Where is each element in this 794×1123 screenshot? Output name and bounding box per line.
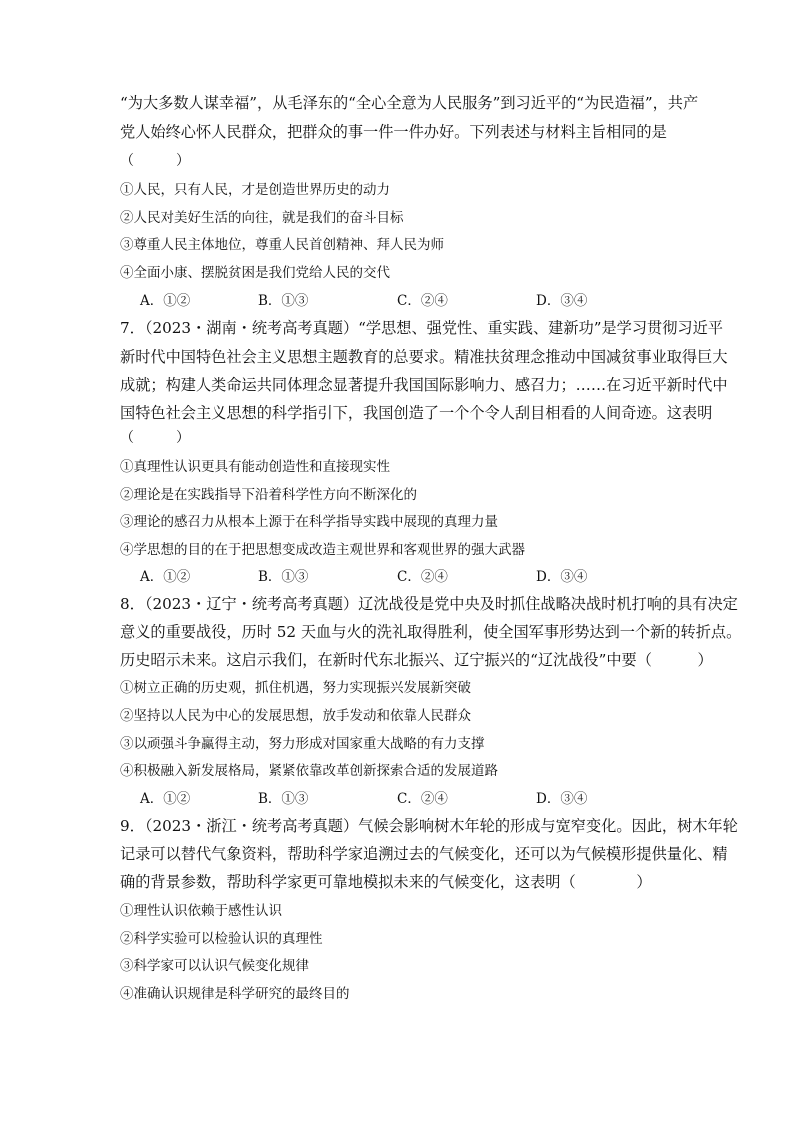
q7-stem-line-3: 成就；构建人类命运共同体理念显著提升我国国际影响力、感召力；……在习近平新时代中 bbox=[120, 376, 728, 394]
q9-option-4: ④准确认识规律是科学研究的最终目的 bbox=[120, 986, 350, 1002]
q8-choice-c: C．②④ bbox=[397, 791, 448, 807]
q6-option-4: ④全面小康、摆脱贫困是我们党给人民的交代 bbox=[120, 265, 390, 281]
q6-choice-a: A．①② bbox=[140, 293, 191, 309]
q8-stem-line-2: 意义的重要战役，历时 52 天血与火的洗礼取得胜利，使全国军事形势达到一个新的转折点。 bbox=[120, 623, 742, 641]
q7-stem-line-1: 7．（2023・湖南・统考高考真题）“学思想、强党性、重实践、建新功”是学习贯彻习近平 bbox=[120, 319, 723, 337]
q6-stem-line-1: “为大多数人谋幸福”，从毛泽东的“全心全意为人民服务”到习近平的“为民造福”，共产 bbox=[120, 94, 699, 112]
q6-answer-paren: （ ） bbox=[120, 153, 190, 169]
q6-stem-line-2: 党人始终心怀人民群众，把群众的事一件一件办好。下列表述与材料主旨相同的是 bbox=[120, 123, 667, 141]
q7-option-3: ③理论的感召力从根本上源于在科学指导实践中展现的真理力量 bbox=[120, 514, 498, 530]
q8-choices bbox=[0, 789, 794, 809]
q6-option-2: ②人民对美好生活的向往，就是我们的奋斗目标 bbox=[120, 210, 404, 226]
q8-choice-b: B．①③ bbox=[258, 791, 309, 807]
q7-stem-line-4: 国特色社会主义思想的科学指引下，我国创造了一个个令人刮目相看的人间奇迹。这表明 bbox=[120, 404, 713, 422]
q7-option-4: ④学思想的目的在于把思想变成改造主观世界和客观世界的强大武器 bbox=[120, 542, 525, 558]
q6-option-3: ③尊重人民主体地位，尊重人民首创精神、拜人民为师 bbox=[120, 237, 444, 253]
q6-choice-c: C．②④ bbox=[397, 293, 448, 309]
q8-option-2: ②坚持以人民为中心的发展思想，放手发动和依靠人民群众 bbox=[120, 708, 471, 724]
q6-choices bbox=[0, 291, 794, 311]
q9-stem-line-1: 9．（2023・浙江・统考高考真题）气候会影响树木年轮的形成与宽窄变化。因此，树木年轮 bbox=[120, 817, 738, 835]
q7-choices bbox=[0, 567, 794, 587]
q7-stem-line-2: 新时代中国特色社会主义思想主题教育的总要求。精准扶贫理念推动中国减贫事业取得巨大 bbox=[120, 348, 728, 366]
q8-option-1: ①树立正确的历史观，抓住机遇，努力实现振兴发展新突破 bbox=[120, 680, 471, 696]
q8-choice-a: A．①② bbox=[140, 791, 191, 807]
q7-choice-a: A．①② bbox=[140, 569, 191, 585]
q8-stem-line-3: 历史昭示未来。这启示我们，在新时代东北振兴、辽宁振兴的“辽沈战役”中要（ ） bbox=[120, 651, 713, 669]
q9-option-2: ②科学实验可以检验认识的真理性 bbox=[120, 931, 323, 947]
q9-option-1: ①理性认识依赖于感性认识 bbox=[120, 903, 282, 919]
q7-answer-paren: （ ） bbox=[120, 430, 190, 446]
q8-stem-line-1: 8．（2023・辽宁・统考高考真题）辽沈战役是党中央及时抓住战略决战时机打响的具有决定 bbox=[120, 595, 738, 613]
q7-choice-c: C．②④ bbox=[397, 569, 448, 585]
q6-choice-d: D．③④ bbox=[536, 293, 588, 309]
q9-stem-line-3: 确的背景参数，帮助科学家更可靠地模拟未来的气候变化，这表明（ ） bbox=[120, 873, 652, 891]
q7-option-2: ②理论是在实践指导下沿着科学性方向不断深化的 bbox=[120, 487, 417, 503]
q8-option-4: ④积极融入新发展格局，紧紧依靠改革创新探索合适的发展道路 bbox=[120, 763, 498, 779]
q7-option-1: ①真理性认识更具有能动创造性和直接现实性 bbox=[120, 459, 390, 475]
q8-option-3: ③以顽强斗争赢得主动，努力形成对国家重大战略的有力支撑 bbox=[120, 736, 485, 752]
q7-choice-d: D．③④ bbox=[536, 569, 588, 585]
q7-choice-b: B．①③ bbox=[258, 569, 309, 585]
q9-option-3: ③科学家可以认识气候变化规律 bbox=[120, 958, 309, 974]
q6-choice-b: B．①③ bbox=[258, 293, 309, 309]
q8-choice-d: D．③④ bbox=[536, 791, 588, 807]
q6-option-1: ①人民，只有人民，才是创造世界历史的动力 bbox=[120, 182, 390, 198]
q9-stem-line-2: 记录可以替代气象资料，帮助科学家追溯过去的气候变化，还可以为气候模形提供量化、精 bbox=[120, 845, 728, 863]
